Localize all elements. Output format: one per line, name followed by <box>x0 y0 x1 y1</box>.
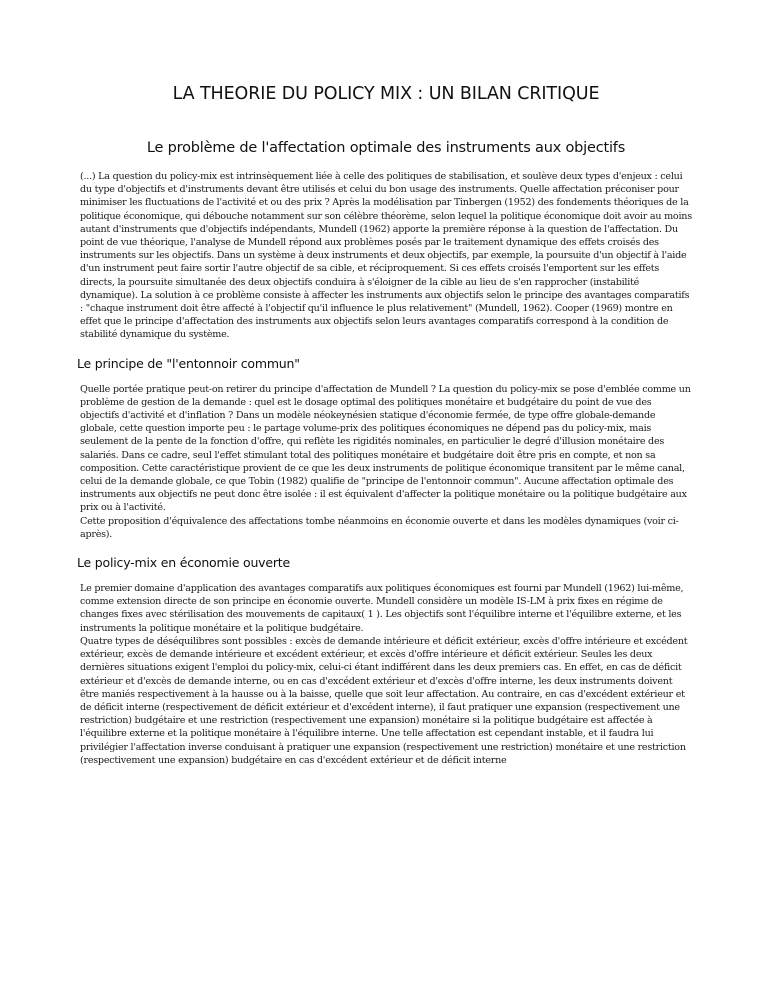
paragraph: Quatre types de déséquilibres sont possibles : excès de demande intérieure et déficit extérieur, excès d'offre intérieure et excédent extérieur, excès de demande intérieure et excédent extérieur, et excès d'offre intérieure et déficit extérieur. Seules les deux dernières situations exigent l'emploi du policy-mix, celui-ci étant indifférent dans les deux premiers cas. En effet, en cas de déficit extérieur et d'excès de demande interne, ou en cas d'excédent extérieur et d'excès d'offre interne, les deux instruments doivent être maniés respectivement à la hausse ou à la baisse, quelle que soit leur affectation. Au contraire, en cas d'excédent extérieur et de déficit interne (respectivement de déficit extérieur et d'excédent interne), il faut pratiquer une expansion (respectivement une restriction) budgétaire et une restriction (respectivement une expansion) monétaire si la politique budgétaire est affectée à l'équilibre externe et la politique monétaire à l'équilibre interne. Une telle affectation est cependant instable, et il faudra lui privilégier l'affectation inverse conduisant à pratiquer une expansion (respectivement une restriction) monétaire et une restriction (respectivement une expansion) budgétaire en cas d'excédent extérieur et de déficit interne <box>80 635 688 766</box>
paragraph: (...) La question du policy-mix est intrinsèquement liée à celle des politiques de stabilisation, et soulève deux types d'enjeux : celui du type d'objectifs et d'instruments devant être utilisés et celui du bon usage des instruments. Quelle affectation préconiser pour minimiser les fluctuations de l'activité et ou des prix ? Après la modélisation par Tinbergen (1952) des fondements théoriques de la politique économique, qui débouche notamment sur son célèbre théorème, selon lequel la politique économique doit avoir au moins autant d'instruments que d'objectifs indépendants, Mundell (1962) apporte la première réponse à la question de l'affectation. Du point de vue théorique, l'analyse de Mundell répond aux problèmes posés par le traitement dynamique des effets croisés des instruments sur les objectifs. Dans un système à deux instruments et deux objectifs, par exemple, la poursuite d'un objectif à l'aide d'un instrument peut faire sortir l'autre objectif de sa cible, et réciproquement. Si ces effets croisés l'emportent sur les effets directs, la poursuite simultanée des deux objectifs conduira à s'éloigner de la cible au lieu de s'en rapprocher (instabilité dynamique). La solution à ce problème consiste à affecter les instruments aux objectifs selon le principe des avantages comparatifs : "chaque instrument doit être affecté à l'objectif qu'il influence le plus relativement" (Mundell, 1962). Cooper (1969) montre en effet que le principe d'affectation des instruments aux objectifs selon leurs avantages comparatifs correspond à la condition de stabilité dynamique du système. <box>80 171 692 341</box>
paragraph: Quelle portée pratique peut-on retirer du principe d'affectation de Mundell ? La question du policy-mix se pose d'emblée comme un problème de gestion de la demande : quel est le dosage optimal des politiques monétaire et budgétaire du point de vue des objectifs d'activité et d'inflation ? Dans un modèle néokeynésien statique d'économie fermée, de type offre globale-demande globale, cette question importe peu : le partage volume-prix des politiques économiques ne dépend pas du policy-mix, mais seulement de la pente de la fonction d'offre, qui reflète les rigidités nominales, en particulier le degré d'illusion monétaire des salariés. Dans ce cadre, seul l'effet stimulant total des politiques monétaire et budgétaire doit être pris en compte, et non sa composition. Cette caractéristique provient de ce que les deux instruments de politique économique transitent par le même canal, celui de la demande globale, ce que Tobin (1982) qualifie de "principe de l'entonnoir commun". Aucune affectation optimale des instruments aux objectifs ne peut donc être isolée : il est équivalent d'affecter la politique monétaire ou la politique budgétaire aux prix ou à l'activité. <box>80 383 691 514</box>
document-page <box>77 60 692 767</box>
paragraph: Cette proposition d'équivalence des affectations tombe néanmoins en économie ouverte et dans les modèles dynamiques (voir ci-après). <box>80 515 679 540</box>
section-body-economie-ouverte <box>80 582 692 767</box>
document-title: LA THEORIE DU POLICY MIX : UN BILAN CRITIQUE <box>172 84 600 104</box>
section-body-affectation <box>80 170 692 342</box>
section-body-entonnoir <box>80 383 692 541</box>
section-heading-entonnoir: Le principe de "l'entonnoir commun" <box>77 355 300 371</box>
section-heading-economie-ouverte: Le policy-mix en économie ouverte <box>77 555 290 571</box>
paragraph: Le premier domaine d'application des avantages comparatifs aux politiques économiques est fourni par Mundell (1962) lui-même, comme extension directe de son principe en économie ouverte. Mundell considère un modèle IS-LM à prix fixes en régime de changes fixes avec stérilisation des mouvements de capitaux( 1 ). Les objectifs sont l'équilibre interne et l'équilibre externe, et les instruments la politique monétaire et la politique budgétaire. <box>80 583 684 634</box>
section-heading-affectation: Le problème de l'affectation optimale des instruments aux objectifs <box>146 140 626 156</box>
